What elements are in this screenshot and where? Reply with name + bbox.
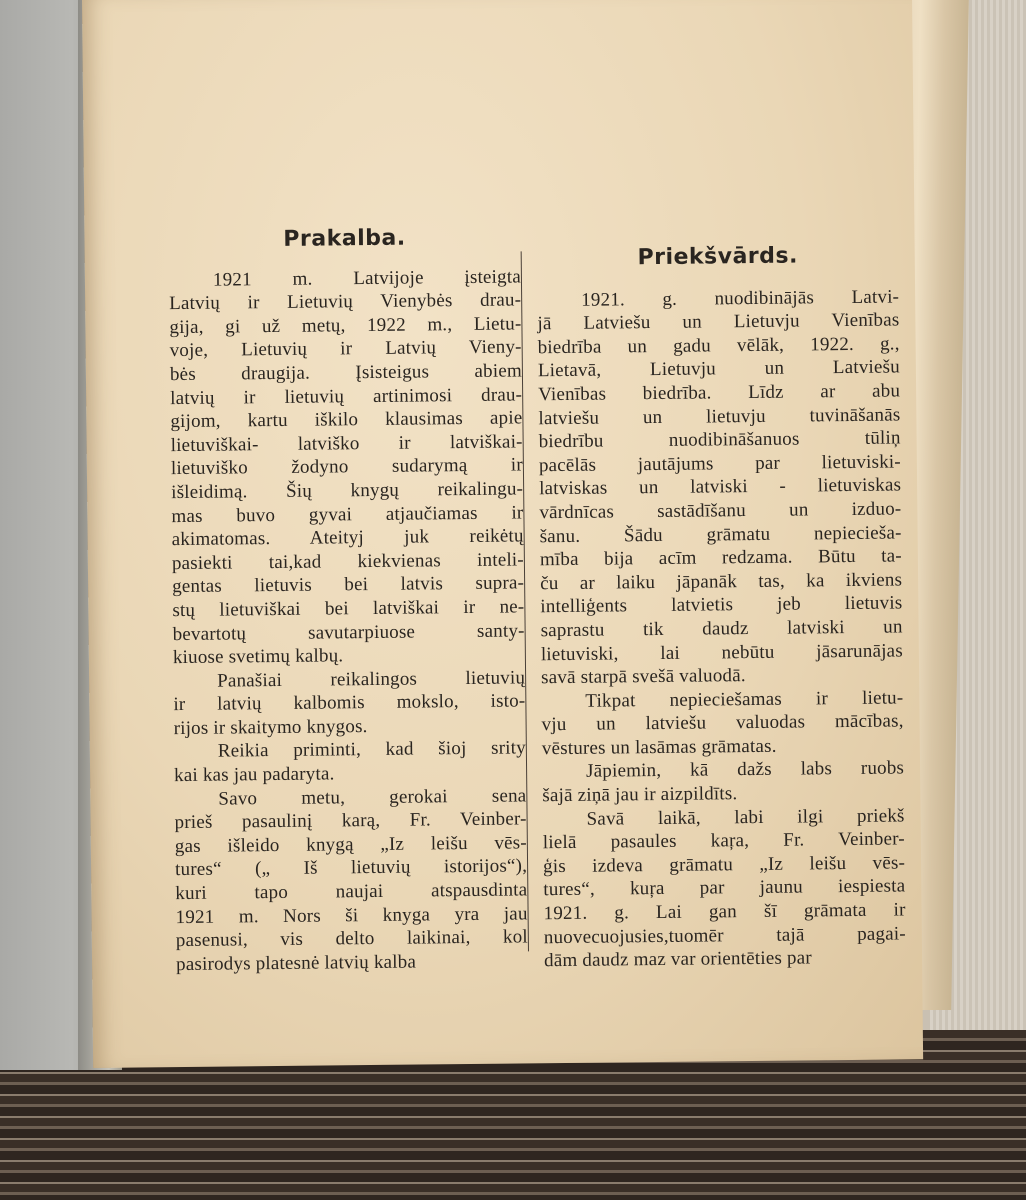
text-line: nuovecuojusies,tuomēr tajā pagai- (543, 923, 906, 948)
text-line: prieš pasaulinį karą, Fr. Veinber- (174, 808, 527, 834)
text-line: Panašiai reikalingos lietuvių (217, 667, 526, 692)
text-line: latviešu un lietuvju tuvināšanās (538, 404, 901, 429)
text-line: šanu. Šādu grāmatu nepiecieša- (539, 521, 902, 547)
text-line: saprastu tik daudz latviski un (540, 616, 903, 642)
text-line: latviskas un latviski - lietuviskas (539, 474, 902, 500)
text-line: Savā laikā, labi ilgi priekš (586, 805, 905, 830)
text-line: kuri tapo naujai atspausdinta (175, 879, 528, 905)
text-line: Lietavā, Lietuvju un Latviešu (537, 356, 901, 382)
lv-paragraph-4 (542, 804, 906, 973)
text-line: gentas lietuvis bei latvis supra- (172, 572, 525, 598)
lv-paragraph-1 (537, 285, 903, 690)
text-line: Jāpiemin, kā dažs labs ruobs (585, 757, 905, 783)
text-line: dām daudz maz var orientēties par (543, 947, 812, 972)
text-line: gijom, kartu iškilo klausimas apie (170, 407, 523, 433)
text-line: biedrību nuodibināšanuos tūliņ (538, 427, 901, 453)
text-line: pasiekti tai,kad kiekvienas inteli- (171, 549, 524, 574)
text-line: kai kas jau padaryta. (174, 763, 335, 787)
text-line: Latvių ir Lietuvių Vienybės drau- (169, 289, 522, 315)
text-line: jā Latviešu un Lietuvju Vienības (537, 309, 900, 335)
text-line: mas buvo gyvai atjaučiamas ir (171, 501, 524, 527)
text-line: Savo metu, gerokai sena (218, 785, 527, 810)
text-line: lielā pasaules kaŗa, Fr. Veinber- (542, 828, 905, 854)
text-line: išleidimą. Šių knygų reikalingu- (171, 478, 524, 504)
text-line: lietuviškai- latviško ir latviškai- (170, 431, 523, 456)
text-line: pasirodys platesnė latvių kalba (175, 951, 417, 975)
text-line: kiuose svetimų kalbų. (172, 645, 344, 669)
lv-paragraph-2 (541, 686, 904, 761)
text-line: lietuviško žodyno sudarymą ir (170, 454, 524, 480)
text-line: bės draugija. Įsisteigus abiem (169, 360, 523, 386)
text-line: tures“, kuŗa par jaunu iespiesta (543, 875, 906, 901)
text-line: ģis izdeva grāmatu „Iz leišu vēs- (542, 852, 906, 878)
text-line: bevartotų savutarpiuose santy- (172, 619, 525, 645)
text-line: vēstures un lasāmas grāmatas. (541, 735, 777, 760)
lt-paragraph-4 (174, 784, 528, 976)
text-line: pacēlās jautājums par lietuviski- (538, 451, 901, 476)
text-line: šajā ziņā jau ir aizpildīts. (542, 783, 738, 807)
text-line: Vienības biedrība. Līdz ar abu (538, 380, 901, 406)
text-line: 1921. g. Lai gan šī grāmata ir (543, 899, 906, 925)
text-line: 1921 m. Latvijoje įsteigta (212, 266, 522, 291)
lt-paragraph-3 (174, 737, 526, 788)
text-line: akimatomas. Ateityj juk reikėtų (171, 525, 524, 551)
text-line: Tikpat nepieciešamas ir lietu- (585, 687, 904, 712)
book-page (82, 0, 923, 1068)
lv-paragraph-3 (542, 757, 904, 808)
text-line: vārdnīcas sastādīšanu un izduo- (539, 498, 902, 524)
text-line: vju un latviešu valuodas mācības, (541, 710, 904, 736)
lt-paragraph-2 (173, 666, 526, 740)
lithuanian-column (168, 225, 528, 976)
text-line: savā starpā svešā valuodā. (541, 665, 746, 689)
text-line: ir latvių kalbomis mokslo, isto- (173, 690, 526, 716)
text-line: 1921. g. nuodibinājās Latvi- (581, 286, 900, 311)
text-line: ču ar laiku jāpanāk tas, ka ikviens (540, 569, 903, 594)
lithuanian-heading: Prakalba. (283, 225, 406, 252)
lt-paragraph-1 (169, 265, 525, 670)
text-line: latvių ir lietuvių artinimosi drau- (170, 383, 523, 409)
text-line: intelliģents latvietis jeb lietuvis (540, 592, 903, 618)
text-line: lietuviski, lai nebūtu jāsarunājas (540, 639, 903, 665)
text-line: 1921 m. Nors ši knyga yra jau (175, 903, 528, 928)
latvian-column (537, 243, 907, 973)
text-line: Reikia priminti, kad šioj srity (217, 737, 526, 763)
text-line: stų lietuviškai bei latviškai ir ne- (172, 596, 525, 621)
text-line: voje, Lietuvių ir Latvių Vieny- (169, 336, 522, 362)
text-line: gija, gi už metų, 1922 m., Lietu- (169, 313, 522, 338)
text-line: tures“ („ Iš lietuvių istorijos“), (175, 855, 528, 881)
text-line: rijos ir skaitymo knygos. (173, 715, 368, 739)
text-line: pasenusi, vis delto laikinai, kol (175, 926, 528, 952)
text-line: mība bija acīm redzama. Būtu ta- (539, 545, 902, 571)
text-line: gas išleido knygą „Iz leišu vēs- (174, 832, 527, 857)
latvian-heading: Priekšvārds. (637, 243, 799, 271)
text-line: biedrība un gadu vēlāk, 1922. g., (537, 333, 900, 359)
